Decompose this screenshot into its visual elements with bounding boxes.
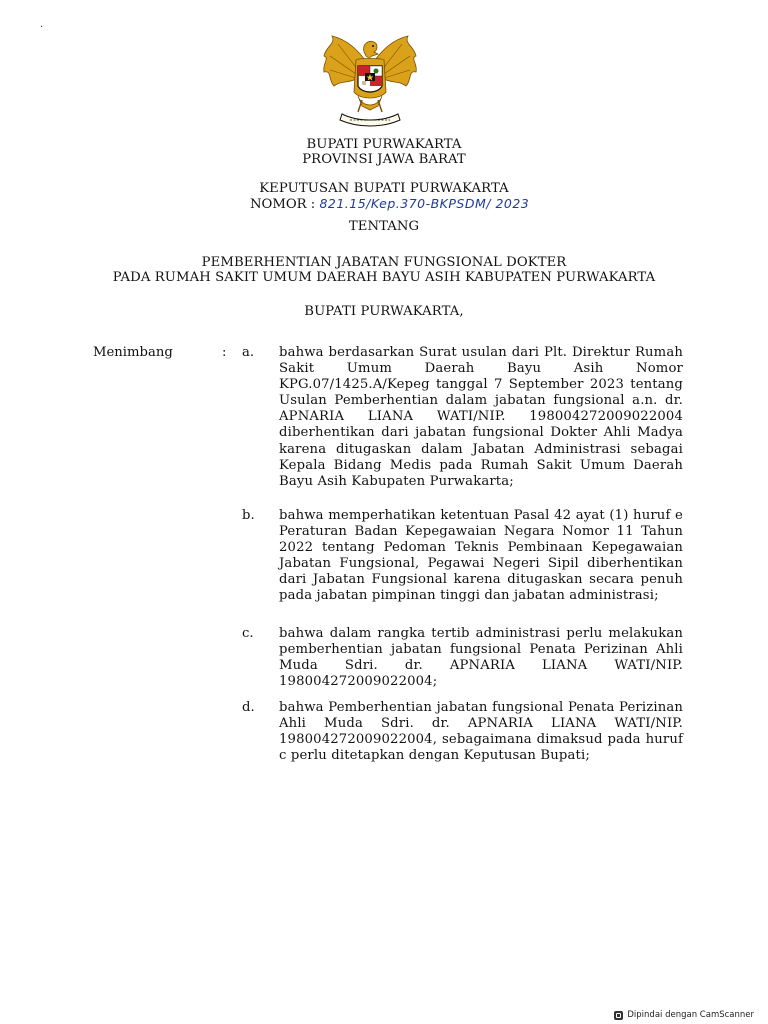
item-b-text: bahwa memperhatikan ketentuan Pasal 42 ayat (1) huruf e Peraturan Badan Kepegawaian Negara Nomor 11 Tahun 2022 tentang Pedoman Teknis Pembinaan Kepegawaian Jabatan Fungsional, Pegawai Negeri Sipil diberhentikan dari Jabatan Fungsional karena ditugaskan secara penuh pada jabatan pimpinan tinggi dan jabatan administrasi; <box>279 508 683 604</box>
item-c-text: bahwa dalam rangka tertib administrasi perlu melakukan pemberhentian jabatan fungsional Penata Perizinan Ahli Muda Sdri. dr. APNARIA LIANA WATI/NIP. 198004272009022004; <box>279 626 683 690</box>
decree-title: KEPUTUSAN BUPATI PURWAKARTA <box>259 181 509 196</box>
camscanner-icon <box>614 1011 623 1020</box>
stray-mark: · <box>40 22 44 33</box>
subject-line-2: PADA RUMAH SAKIT UMUM DAERAH BAYU ASIH KABUPATEN PURWAKARTA <box>112 270 656 285</box>
garuda-emblem-icon <box>318 30 422 130</box>
item-a-letter: a. <box>242 345 255 360</box>
nomor-label: NOMOR : <box>250 197 316 212</box>
nomor-handwritten-value: 821.15/Kep.370-BKPSDM/ 2023 <box>319 196 530 211</box>
tentang-heading: TENTANG <box>348 219 420 234</box>
camscanner-text: Dipindai dengan CamScanner <box>627 1010 754 1020</box>
decree-number <box>250 196 529 212</box>
item-d-text: bahwa Pemberhentian jabatan fungsional Penata Perizinan Ahli Muda Sdri. dr. APNARIA LIANA WATI/NIP. 198004272009022004, sebagaimana dimaksud pada huruf c perlu ditetapkan dengan Keputusan Bupati; <box>279 700 683 764</box>
item-b-letter: b. <box>242 508 255 523</box>
issuer-line: BUPATI PURWAKARTA, <box>304 304 464 319</box>
menimbang-label: Menimbang <box>93 345 173 360</box>
menimbang-colon: : <box>222 345 227 360</box>
item-d-letter: d. <box>242 700 255 715</box>
subject-line-1: PEMBERHENTIAN JABATAN FUNGSIONAL DOKTER <box>201 255 567 270</box>
camscanner-watermark <box>614 1010 754 1020</box>
province-title: PROVINSI JAWA BARAT <box>302 152 466 167</box>
item-a-text: bahwa berdasarkan Surat usulan dari Plt. Direktur Rumah Sakit Umum Daerah Bayu Asih Nomor KPG.07/1425.A/Kepeg tanggal 7 September 2023 tentang Usulan Pemberhentian dalam jabatan fungsional a.n. dr. APNARIA LIANA WATI/NIP. 198004272009022004 diberhentikan dari jabatan fungsional Dokter Ahli Madya karena ditugaskan dalam Jabatan Administrasi sebagai Kepala Bidang Medis pada Rumah Sakit Umum Daerah Bayu Asih Kabupaten Purwakarta; <box>279 345 683 489</box>
item-c-letter: c. <box>242 626 254 641</box>
office-title: BUPATI PURWAKARTA <box>306 137 462 152</box>
